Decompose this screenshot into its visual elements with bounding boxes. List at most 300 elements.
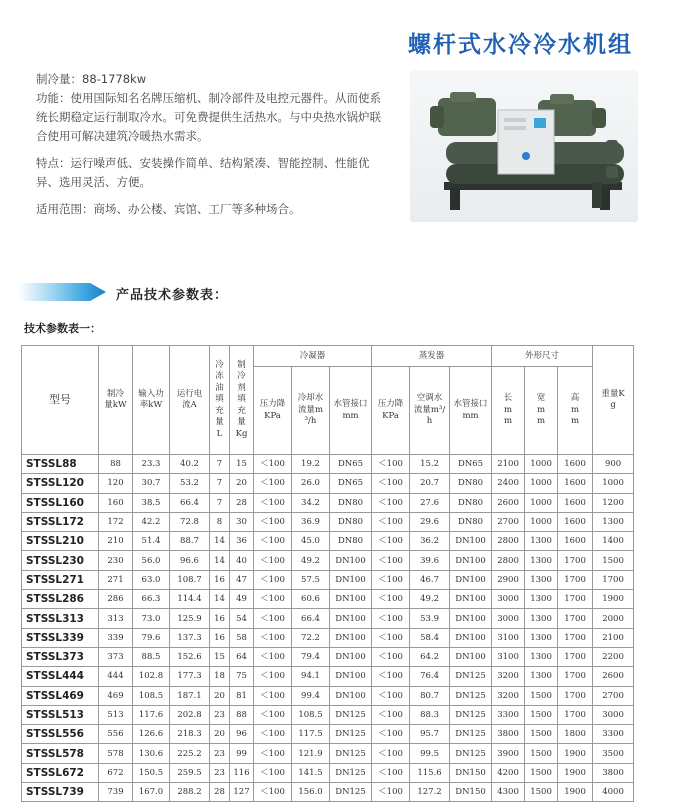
table-cell: 1500	[525, 725, 558, 744]
table-cell: 3000	[593, 705, 634, 724]
table-cell: ＜100	[372, 493, 410, 512]
table-cell: 2900	[492, 570, 525, 589]
table-cell: 2600	[593, 667, 634, 686]
table-row	[22, 783, 634, 802]
table-cell: 46.7	[410, 570, 450, 589]
table-cell: 1500	[593, 551, 634, 570]
model-cell: STSSL271	[22, 570, 99, 589]
th-condenser: 冷凝器	[254, 346, 372, 367]
th-height: 高mm	[558, 367, 593, 455]
table-row	[22, 744, 634, 763]
table-cell: 94.1	[292, 667, 330, 686]
table-row	[22, 590, 634, 609]
table-row	[22, 455, 634, 474]
table-cell: 1500	[525, 744, 558, 763]
table-cell: 29.6	[410, 512, 450, 531]
table-cell: 79.6	[133, 628, 170, 647]
table-cell: ＜100	[372, 744, 410, 763]
table-cell: DN65	[450, 455, 492, 474]
table-cell: ＜100	[372, 725, 410, 744]
table-cell: 187.1	[170, 686, 210, 705]
table-cell: 23	[210, 744, 230, 763]
table-cell: 16	[210, 570, 230, 589]
table-cell: 42.2	[133, 512, 170, 531]
table-cell: 2800	[492, 532, 525, 551]
table-cell: 1700	[593, 570, 634, 589]
table-cell: DN100	[450, 609, 492, 628]
table-cell: DN100	[330, 686, 372, 705]
table-cell: 60.6	[292, 590, 330, 609]
table-cell: ＜100	[372, 686, 410, 705]
table-cell: 1700	[558, 551, 593, 570]
table-cell: 102.8	[133, 667, 170, 686]
table-cell: DN80	[450, 474, 492, 493]
table-cell: 40.2	[170, 455, 210, 474]
table-cell: 1700	[558, 647, 593, 666]
table-cell: 23.3	[133, 455, 170, 474]
table-cell: 2800	[492, 551, 525, 570]
table-cell: ＜100	[254, 551, 292, 570]
table-cell: 271	[99, 570, 133, 589]
table-cell: 8	[210, 512, 230, 531]
table-cell: DN100	[330, 647, 372, 666]
table-cell: 1700	[558, 667, 593, 686]
table-row	[22, 686, 634, 705]
table-cell: ＜100	[372, 474, 410, 493]
table-cell: 141.5	[292, 763, 330, 782]
table-cell: ＜100	[372, 647, 410, 666]
table-cell: 27.6	[410, 493, 450, 512]
table-cell: 66.4	[170, 493, 210, 512]
table-cell: ＜100	[254, 686, 292, 705]
table-cell: DN100	[450, 532, 492, 551]
table-cell: 218.3	[170, 725, 210, 744]
table-cell: 2200	[593, 647, 634, 666]
table-cell: ＜100	[372, 551, 410, 570]
table-cell: 96.6	[170, 551, 210, 570]
table-cell: 167.0	[133, 783, 170, 802]
table-cell: 36.9	[292, 512, 330, 531]
table-cell: 3200	[492, 667, 525, 686]
table-cell: 4300	[492, 783, 525, 802]
table-cell: 1600	[558, 493, 593, 512]
table-cell: 152.6	[170, 647, 210, 666]
table-cell: DN100	[330, 609, 372, 628]
table-cell: 88	[99, 455, 133, 474]
table-cell: 121.9	[292, 744, 330, 763]
table-cell: DN100	[330, 590, 372, 609]
table-cell: 3200	[492, 686, 525, 705]
table-cell: DN125	[330, 783, 372, 802]
table-cell: 57.5	[292, 570, 330, 589]
table-cell: 53.9	[410, 609, 450, 628]
th-length: 长mm	[492, 367, 525, 455]
table-cell: DN100	[450, 551, 492, 570]
table-cell: 18	[210, 667, 230, 686]
th-model: 型号	[22, 346, 99, 455]
table-cell: 99.5	[410, 744, 450, 763]
table-cell: 469	[99, 686, 133, 705]
table-cell: 88.5	[133, 647, 170, 666]
table-cell: 150.5	[133, 763, 170, 782]
table-cell: 202.8	[170, 705, 210, 724]
table-cell: 108.7	[170, 570, 210, 589]
table-cell: 120	[99, 474, 133, 493]
table-cell: 4000	[593, 783, 634, 802]
table-cell: 1500	[525, 783, 558, 802]
table-cell: 53.2	[170, 474, 210, 493]
table-cell: 2700	[492, 512, 525, 531]
table-cell: 14	[210, 590, 230, 609]
table-cell: ＜100	[254, 783, 292, 802]
table-cell: 63.0	[133, 570, 170, 589]
table-row	[22, 474, 634, 493]
table-cell: 373	[99, 647, 133, 666]
model-cell: STSSL672	[22, 763, 99, 782]
table-cell: DN100	[450, 570, 492, 589]
table-cell: 130.6	[133, 744, 170, 763]
th-oil: 冷冻油填充量L	[210, 346, 230, 455]
table-cell: 172	[99, 512, 133, 531]
table-cell: 30.7	[133, 474, 170, 493]
th-cond-pressure: 压力降KPa	[254, 367, 292, 455]
table-cell: 56.0	[133, 551, 170, 570]
table-cell: 1900	[593, 590, 634, 609]
table-cell: 75	[230, 667, 254, 686]
table-cell: 1600	[558, 512, 593, 531]
model-cell: STSSL230	[22, 551, 99, 570]
table-cell: 3500	[593, 744, 634, 763]
capacity-text: 制冷量：88-1778kw	[36, 72, 147, 86]
table-cell: 116	[230, 763, 254, 782]
table-cell: ＜100	[372, 512, 410, 531]
table-cell: 99.4	[292, 686, 330, 705]
th-dimensions: 外形尺寸	[492, 346, 593, 367]
table-cell: 23	[210, 705, 230, 724]
table-row	[22, 551, 634, 570]
table-cell: 3300	[593, 725, 634, 744]
table-cell: ＜100	[254, 570, 292, 589]
table-cell: 1700	[558, 570, 593, 589]
table-cell: 1500	[525, 705, 558, 724]
table-cell: ＜100	[372, 609, 410, 628]
table-cell: ＜100	[254, 512, 292, 531]
table-cell: DN125	[330, 705, 372, 724]
features-text: 特点：运行噪声低、安装操作简单、结构紧凑、智能控制、性能优异、选用灵活、方便。	[36, 156, 370, 189]
table-cell: DN80	[450, 512, 492, 531]
table-cell: ＜100	[372, 763, 410, 782]
table-cell: ＜100	[254, 455, 292, 474]
table-cell: 286	[99, 590, 133, 609]
table-cell: 126.6	[133, 725, 170, 744]
table-cell: 1300	[525, 551, 558, 570]
table-cell: 1300	[525, 647, 558, 666]
th-cooling: 制冷量kW	[99, 346, 133, 455]
table-cell: 76.4	[410, 667, 450, 686]
table-row	[22, 705, 634, 724]
th-cond-flow: 冷却水流量m³/h	[292, 367, 330, 455]
table-row	[22, 647, 634, 666]
table-cell: 1300	[525, 667, 558, 686]
table-cell: DN125	[450, 705, 492, 724]
table-cell: ＜100	[372, 570, 410, 589]
table-cell: 28	[210, 783, 230, 802]
th-current: 运行电流A	[170, 346, 210, 455]
chiller-illustration	[410, 70, 638, 222]
table-cell: 259.5	[170, 763, 210, 782]
table-cell: 3000	[492, 590, 525, 609]
table-cell: 20.7	[410, 474, 450, 493]
table-cell: DN125	[450, 667, 492, 686]
table-cell: 3100	[492, 647, 525, 666]
table-cell: 1700	[558, 705, 593, 724]
table-cell: DN125	[450, 744, 492, 763]
table-cell: 72.2	[292, 628, 330, 647]
model-cell: STSSL556	[22, 725, 99, 744]
table-row	[22, 512, 634, 531]
table-cell: 177.3	[170, 667, 210, 686]
table-cell: 14	[210, 551, 230, 570]
table-cell: 1900	[558, 744, 593, 763]
table-cell: DN80	[330, 493, 372, 512]
table-cell: 1600	[558, 474, 593, 493]
model-cell: STSSL444	[22, 667, 99, 686]
table-cell: 1900	[558, 763, 593, 782]
table-cell: ＜100	[254, 628, 292, 647]
table-cell: 30	[230, 512, 254, 531]
table-cell: 16	[210, 628, 230, 647]
table-cell: 4200	[492, 763, 525, 782]
table-cell: 1400	[593, 532, 634, 551]
table-cell: ＜100	[372, 705, 410, 724]
table-cell: 16	[210, 609, 230, 628]
table-cell: 313	[99, 609, 133, 628]
table-cell: 34.2	[292, 493, 330, 512]
table-cell: 1300	[593, 512, 634, 531]
table-cell: 1700	[558, 590, 593, 609]
table-cell: 127	[230, 783, 254, 802]
table-cell: ＜100	[254, 609, 292, 628]
table-cell: 339	[99, 628, 133, 647]
table-cell: 58	[230, 628, 254, 647]
table-cell: 2100	[593, 628, 634, 647]
table-cell: ＜100	[254, 474, 292, 493]
table-cell: 225.2	[170, 744, 210, 763]
table-cell: 64.2	[410, 647, 450, 666]
table-cell: DN125	[450, 686, 492, 705]
table-cell: DN80	[450, 493, 492, 512]
th-cond-pipe: 水管接口mm	[330, 367, 372, 455]
table-cell: 88.3	[410, 705, 450, 724]
table-cell: 49.2	[292, 551, 330, 570]
table-cell: 66.3	[133, 590, 170, 609]
table-cell: 7	[210, 493, 230, 512]
table-cell: 156.0	[292, 783, 330, 802]
table-cell: 28	[230, 493, 254, 512]
table-cell: DN125	[330, 744, 372, 763]
th-weight: 重量Kg	[593, 346, 634, 455]
table-cell: 900	[593, 455, 634, 474]
model-cell: STSSL172	[22, 512, 99, 531]
table-cell: DN125	[450, 725, 492, 744]
table-cell: 73.0	[133, 609, 170, 628]
model-cell: STSSL373	[22, 647, 99, 666]
table-cell: ＜100	[254, 647, 292, 666]
table-cell: 19.2	[292, 455, 330, 474]
table-cell: 117.5	[292, 725, 330, 744]
th-input: 输入功率kW	[133, 346, 170, 455]
table-cell: 115.6	[410, 763, 450, 782]
table-cell: 96	[230, 725, 254, 744]
model-cell: STSSL313	[22, 609, 99, 628]
table-cell: 1600	[558, 455, 593, 474]
table-cell: 556	[99, 725, 133, 744]
table-cell: DN125	[330, 763, 372, 782]
table-cell: 210	[99, 532, 133, 551]
table-cell: 1200	[593, 493, 634, 512]
table-cell: 20	[210, 686, 230, 705]
table-cell: 2100	[492, 455, 525, 474]
table-cell: 20	[210, 725, 230, 744]
table-cell: ＜100	[254, 532, 292, 551]
table-cell: 513	[99, 705, 133, 724]
table-cell: ＜100	[372, 455, 410, 474]
th-evap-flow: 空调水流量m³/h	[410, 367, 450, 455]
table-cell: 39.6	[410, 551, 450, 570]
table-cell: 127.2	[410, 783, 450, 802]
th-evap-pressure: 压力降KPa	[372, 367, 410, 455]
table-cell: DN100	[330, 570, 372, 589]
table-cell: 79.4	[292, 647, 330, 666]
table-cell: 739	[99, 783, 133, 802]
table-cell: 15	[210, 647, 230, 666]
table-cell: 45.0	[292, 532, 330, 551]
table-cell: 1300	[525, 590, 558, 609]
table-cell: 3800	[593, 763, 634, 782]
table-cell: 54	[230, 609, 254, 628]
table-cell: 117.6	[133, 705, 170, 724]
table-cell: 88	[230, 705, 254, 724]
table-cell: 99	[230, 744, 254, 763]
table-cell: 230	[99, 551, 133, 570]
table-cell: 137.3	[170, 628, 210, 647]
table-cell: 2700	[593, 686, 634, 705]
model-cell: STSSL513	[22, 705, 99, 724]
model-cell: STSSL286	[22, 590, 99, 609]
table-cell: 20	[230, 474, 254, 493]
table-cell: 1300	[525, 628, 558, 647]
scope-text: 适用范围：商场、办公楼、宾馆、工厂等多种场合。	[36, 202, 301, 216]
model-cell: STSSL578	[22, 744, 99, 763]
table-cell: DN150	[450, 763, 492, 782]
section-banner	[18, 283, 106, 301]
table-row	[22, 628, 634, 647]
table-cell: 23	[210, 763, 230, 782]
table-row	[22, 570, 634, 589]
table-cell: DN125	[330, 725, 372, 744]
table-cell: 47	[230, 570, 254, 589]
table-cell: ＜100	[254, 705, 292, 724]
table-cell: DN100	[450, 628, 492, 647]
table-cell: 108.5	[133, 686, 170, 705]
model-cell: STSSL88	[22, 455, 99, 474]
table-cell: ＜100	[254, 763, 292, 782]
model-cell: STSSL469	[22, 686, 99, 705]
table-cell: 40	[230, 551, 254, 570]
table-cell: DN100	[330, 667, 372, 686]
table-cell: 1500	[525, 763, 558, 782]
table-row	[22, 763, 634, 782]
table-row	[22, 609, 634, 628]
table-cell: 1000	[525, 493, 558, 512]
table-cell: 36.2	[410, 532, 450, 551]
table-cell: DN100	[450, 590, 492, 609]
table-cell: 88.7	[170, 532, 210, 551]
spec-table	[21, 345, 634, 802]
table-cell: ＜100	[372, 532, 410, 551]
th-width: 宽mm	[525, 367, 558, 455]
table-cell: 15	[230, 455, 254, 474]
intro-text	[36, 70, 386, 219]
table-cell: 7	[210, 455, 230, 474]
th-evaporator: 蒸发器	[372, 346, 492, 367]
table-cell: ＜100	[372, 628, 410, 647]
table-cell: 1000	[525, 474, 558, 493]
table-cell: 1300	[525, 609, 558, 628]
table-cell: ＜100	[372, 667, 410, 686]
table-cell: 1600	[558, 532, 593, 551]
model-cell: STSSL160	[22, 493, 99, 512]
table-cell: 114.4	[170, 590, 210, 609]
table-cell: 2400	[492, 474, 525, 493]
table-cell: ＜100	[254, 744, 292, 763]
table-caption: 技术参数表一：	[24, 322, 101, 335]
table-row	[22, 493, 634, 512]
table-cell: ＜100	[254, 493, 292, 512]
table-cell: 1500	[525, 686, 558, 705]
table-cell: 81	[230, 686, 254, 705]
product-image	[410, 70, 638, 222]
model-cell: STSSL120	[22, 474, 99, 493]
table-cell: 1000	[593, 474, 634, 493]
table-cell: 7	[210, 474, 230, 493]
table-cell: DN100	[450, 647, 492, 666]
table-cell: 64	[230, 647, 254, 666]
page-title: 螺杆式水冷冷水机组	[408, 32, 633, 58]
table-cell: DN100	[330, 628, 372, 647]
table-row	[22, 725, 634, 744]
table-cell: 1700	[558, 628, 593, 647]
table-cell: 1300	[525, 570, 558, 589]
table-row	[22, 532, 634, 551]
table-cell: DN65	[330, 474, 372, 493]
table-cell: 26.0	[292, 474, 330, 493]
table-cell: 3900	[492, 744, 525, 763]
table-cell: DN100	[330, 551, 372, 570]
table-cell: 672	[99, 763, 133, 782]
table-cell: 1900	[558, 783, 593, 802]
table-cell: 1000	[525, 512, 558, 531]
spec-table-body	[22, 455, 634, 802]
table-cell: 125.9	[170, 609, 210, 628]
table-cell: 49.2	[410, 590, 450, 609]
table-cell: 72.8	[170, 512, 210, 531]
table-cell: 51.4	[133, 532, 170, 551]
table-cell: 14	[210, 532, 230, 551]
table-cell: 95.7	[410, 725, 450, 744]
th-refrigerant: 制冷剂填充量Kg	[230, 346, 254, 455]
table-cell: 160	[99, 493, 133, 512]
